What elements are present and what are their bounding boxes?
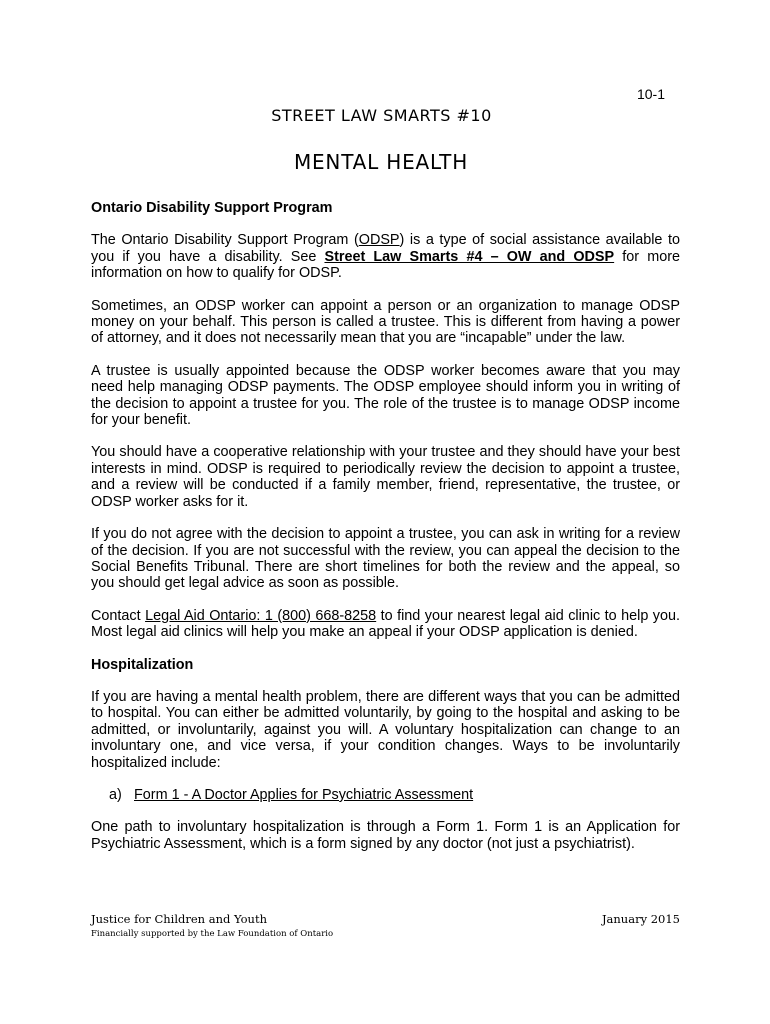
footer-date: January 2015 xyxy=(601,912,680,926)
page-number: 10-1 xyxy=(636,86,665,102)
paragraph-text: Contact xyxy=(91,607,146,624)
footer-organization: Justice for Children and Youth xyxy=(91,912,267,926)
list-item-form-1 xyxy=(91,787,680,803)
street-law-smarts-4-link[interactable]: Street Law Smarts #4 – OW and ODSP xyxy=(324,248,615,265)
series-title: STREET LAW SMARTS #10 xyxy=(271,106,492,125)
paragraph-text: ) is a type of social assistance available to you if you have a disability. See xyxy=(91,232,680,265)
paragraph-legal-aid-contact xyxy=(91,608,680,641)
paragraph-text: The Ontario Disability Support Program ( xyxy=(91,232,359,249)
paragraph-trustee-relationship: You should have a cooperative relationship with your trustee and they should have your best interests in mind. ODSP is required to periodically review the decision to appoint a trustee, and a review will be conducted if a family member, friend, representative, the trustee, or ODSP worker asks for it. xyxy=(91,444,680,510)
page-title: MENTAL HEALTH xyxy=(293,150,469,174)
paragraph-odsp-intro xyxy=(91,232,680,281)
paragraph-trustee-review: If you do not agree with the decision to appoint a trustee, you can ask in writing for a review of the decision. If you are not successful with the review, you can appeal the decision to the Social Benefits Tribunal. There are short timelines for both the review and the appeal, so you should get legal advice as soon as possible. xyxy=(91,526,680,592)
odsp-link[interactable]: ODSP xyxy=(358,232,400,249)
list-marker: a) xyxy=(109,786,122,803)
paragraph-text: to find your nearest legal aid clinic to help you. Most legal aid clinics will help you make an appeal if your ODSP application is denied. xyxy=(91,607,680,641)
document-body xyxy=(91,200,680,868)
form-1-link[interactable]: Form 1 - A Doctor Applies for Psychiatric Assessment xyxy=(134,786,474,803)
footer-funding-note: Financially supported by the Law Foundation of Ontario xyxy=(91,929,334,939)
paragraph-text: for more information on how to qualify for ODSP. xyxy=(91,248,680,282)
paragraph-form-1: One path to involuntary hospitalization is through a Form 1. Form 1 is an Application for Psychiatric Assessment, which is a form signed by any doctor (not just a psychiatrist). xyxy=(91,819,680,852)
paragraph-hospitalization-intro: If you are having a mental health problem, there are different ways that you can be admitted to hospital. You can either be admitted voluntarily, by going to the hospital and asking to be admitted, or involuntarily, against you will. A voluntary hospitalization can change to an involuntary one, and vice versa, if your condition changes. Ways to be involuntarily hospitalized include: xyxy=(91,688,680,771)
paragraph-trustee-intro: Sometimes, an ODSP worker can appoint a person or an organization to manage ODSP money on your behalf. This person is called a trustee. This is different from having a power of attorney, and it does not necessarily mean that you are “incapable” under the law. xyxy=(91,297,680,347)
section-heading-hospitalization: Hospitalization xyxy=(91,656,194,673)
paragraph-trustee-appointment: A trustee is usually appointed because the ODSP worker becomes aware that you may need help managing ODSP payments. The ODSP employee should inform you in writing of the decision to appoint a trustee for you. The role of the trustee is to manage ODSP income for your benefit. xyxy=(91,362,680,429)
section-heading-odsp: Ontario Disability Support Program xyxy=(91,200,333,216)
legal-aid-ontario-link[interactable]: Legal Aid Ontario: 1 (800) 668-8258 xyxy=(145,607,377,624)
